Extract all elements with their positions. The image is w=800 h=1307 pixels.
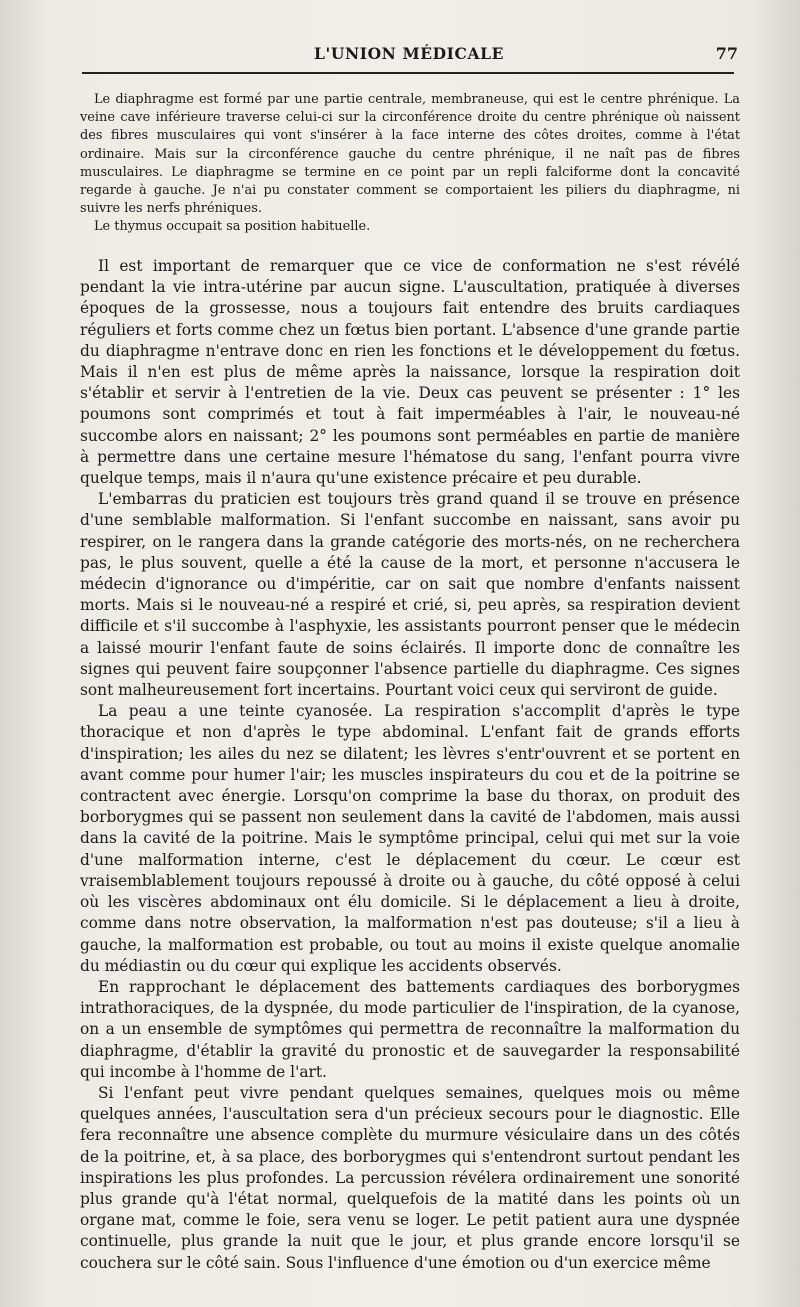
body-paragraph: La peau a une teinte cyanosée. La respiration s'accomplit d'après le type thoracique et non d'après le type abdominal. L'enfant fait de grands efforts d'inspiration; les ailes du nez se dilatent; les lèvres s'entr'ouvrent et se portent en avant comme pour humer l'air; les muscles inspirateurs du cou et de la poitrine se contractent avec énergie. Lorsqu'on comprime la base du thorax, on produit des borborygmes qui se passent non seulement dans la cavité de l'abdomen, mais aussi dans la cavité de la poitrine. Mais le symptôme principal, celui qui met sur la voie d'une malformation interne, c'est le déplacement du cœur. Le cœur est vraisemblablement toujours repoussé à droite ou à gauche, du côté opposé à celui où les viscères abdominaux ont élu domicile. Si le déplacement a lieu à droite, comme dans notre observation, la malformation n'est pas douteuse; s'il a lieu à gauche, la malformation est probable, ou tout au moins il existe quelque anomalie du médiastin ou du cœur qui explique les accidents observés. (80, 702, 740, 975)
body-paragraph: L'embarras du praticien est toujours très grand quand il se trouve en présence d'une semblable malformation. Si l'enfant succombe en naissant, sans avoir pu respirer, on le rangera dans la grande catégorie des morts-nés, on ne recherchera pas, le plus souvent, quelle a été la cause de la mort, et personne n'accusera le médecin d'ignorance ou d'impéritie, car on sait que nombre d'enfants naissent morts. Mais si le nouveau-né a respiré et crié, si, peu après, sa respiration devient difficile et s'il succombe à l'asphyxie, les assistants pourront penser que le médecin a laissé mourir l'enfant faute de soins éclairés. Il importe donc de connaître les signes qui peuvent faire soupçonner l'absence partielle du diaphragme. Ces signes sont malheureusement fort incertains. Pourtant voici ceux qui serviront de guide. (80, 490, 740, 700)
anatomical-note (80, 91, 740, 237)
body-paragraph: En rapprochant le déplacement des battements cardiaques des borborygmes intrathoraciques, de la dyspnée, du mode particulier de l'inspiration, de la cyanose, on a un ensemble de symptômes qui permettra de reconnaître la malformation du diaphragme, d'établir la gravité du pronostic et de sauvegarder la responsabilité qui incombe à l'homme de l'art. (80, 977, 740, 1081)
header-rule (82, 72, 734, 74)
note-paragraph: Le thymus occupait sa position habituelle. (94, 219, 371, 235)
running-title: L'UNION MÉDICALE (314, 44, 504, 63)
body-paragraph: Si l'enfant peut vivre pendant quelques semaines, quelques mois ou même quelques années, l'auscultation sera d'un précieux secours pour le diagnostic. Elle fera reconnaître une absence complète du murmure vésiculaire dans un des côtés de la poitrine, et, à sa place, des borborygmes qui s'entendront surtout pendant les inspirations les plus profondes. La percussion révélera ordinairement une sonorité plus grande qu'à l'état normal, quelquefois de la matité dans les points où un organe mat, comme le foie, sera venu se loger. Le petit patient aura une dyspnée continuelle, plus grande la nuit que le jour, et plus grande encore lorsqu'il se couchera sur le côté sain. Sous l'influence d'une émotion ou d'un exercice même (80, 1083, 740, 1272)
note-paragraph: Le diaphragme est formé par une partie centrale, membraneuse, qui est le centre phrénique. La veine cave inférieure traverse celui-ci sur la circonférence droite du centre phrénique où naissent des fibres musculaires qui vont s'insérer à la face interne des côtes droites, comme à l'état ordinaire. Mais sur la circonférence gauche du centre phrénique, il ne naît pas de fibres musculaires. Le diaphragme se termine en ce point par un repli falciforme dont la concavité regarde à gauche. Je n'ai pu constater comment se comportaient les piliers du diaphragme, ni suivre les nerfs phréniques. (80, 92, 740, 217)
body-paragraph: Il est important de remarquer que ce vice de conformation ne s'est révélé pendant la vie intra-utérine par aucun signe. L'auscultation, pratiquée à diverses époques de la grossesse, nous a toujours fait entendre des bruits cardiaques réguliers et forts comme chez un fœtus bien portant. L'absence d'une grande partie du diaphragme n'entrave donc en rien les fonctions et le développement du fœtus. Mais il n'en est plus de même après la naissance, lorsque la respiration doit s'établir et servir à l'entretien de la vie. Deux cas peuvent se présenter : 1° les poumons sont comprimés et tout à fait imperméables à l'air, le nouveau-né succombe alors en naissant; 2° les poumons sont perméables en partie de manière à permettre dans une certaine mesure l'hématose du sang, l'enfant pourra vivre quelque temps, mais il n'aura qu'une existence précaire et peu durable. (80, 257, 740, 488)
main-text (80, 256, 740, 1274)
page-number: 77 (715, 44, 738, 63)
